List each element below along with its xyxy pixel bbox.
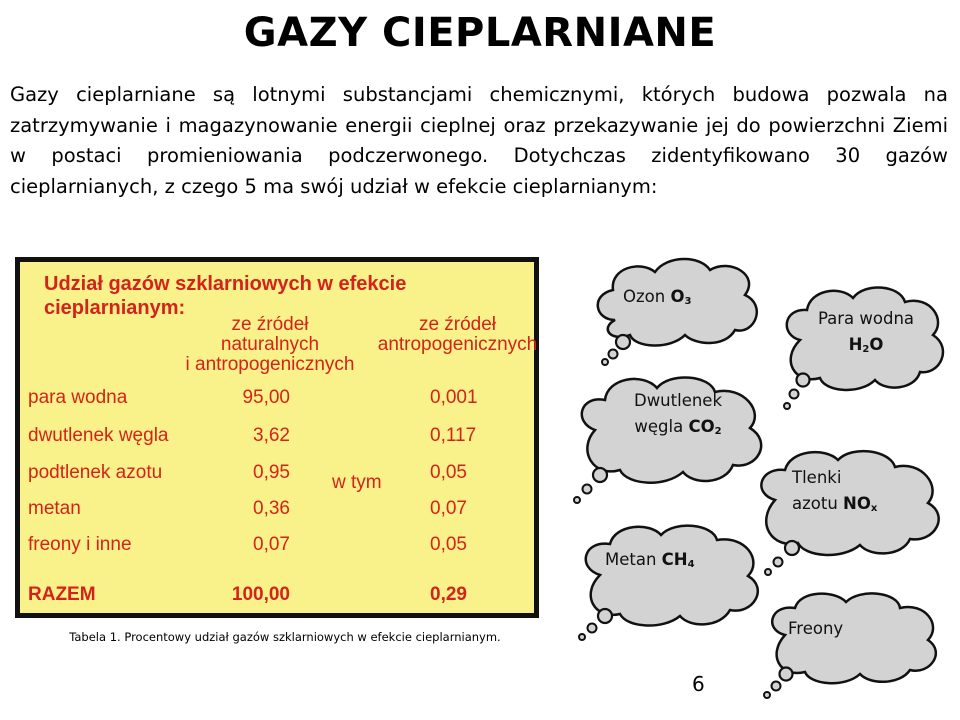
cloud-freons bbox=[750, 590, 940, 700]
table-row-value-anthropogenic: 0,05 bbox=[430, 462, 467, 483]
table-row-value-natural: 95,00 bbox=[242, 387, 290, 408]
table-row-label: dwutlenek węgla bbox=[28, 425, 169, 446]
page-number: 6 bbox=[692, 672, 705, 696]
table-heading: Udział gazów szklarniowych w efekcie cieplarnianym: bbox=[44, 273, 407, 319]
cloud-ozone bbox=[575, 250, 775, 370]
table-total-anthropogenic: 0,29 bbox=[430, 584, 467, 605]
cloud-co2-text: Dwutlenek węgla $CO_2$ bbox=[633, 391, 723, 437]
table-row-value-natural: 0,07 bbox=[253, 534, 290, 555]
table-total-label: RAZEM bbox=[28, 584, 96, 605]
greenhouse-gas-table bbox=[15, 257, 539, 618]
cloud-methane bbox=[565, 520, 765, 645]
cloud-nox bbox=[740, 445, 950, 580]
table-total-natural: 100,00 bbox=[231, 584, 290, 605]
cloud-ozone-text: Ozon $O_3$ bbox=[623, 287, 692, 307]
table-caption: Tabela 1. Procentowy udział gazów szklarniowych w efekcie cieplarnianym. bbox=[69, 630, 501, 644]
column-header-natural-line1: ze źródeł naturalnych bbox=[220, 314, 320, 355]
column-header-anthropogenic-line2: antropogenicznych bbox=[377, 334, 538, 355]
table-row-label: podtlenek azotu bbox=[28, 462, 163, 483]
table-row-value-natural: 0,95 bbox=[253, 462, 290, 483]
page-title: GAZY CIEPLARNIANE bbox=[243, 10, 717, 56]
column-header-anthropogenic bbox=[375, 315, 540, 355]
table-row-value-anthropogenic: 0,07 bbox=[430, 498, 467, 519]
table-row-label: para wodna bbox=[28, 387, 128, 408]
cloud-methane-text: Metan $CH_4$ bbox=[605, 550, 695, 570]
intro-paragraph: Gazy cieplarniane są lotnymi substancjami chemicznymi, których budowa pozwala na zatrzymywanie i magazynowanie energii cieplnej oraz przekazywanie jej do powierzchni Ziemi w postaci promieniowania podczerwonego. Dotychczas zidentyfikowano 30 gazów cieplarnianych, z czego 5 ma swój udział w efekcie cieplarnianym: bbox=[10, 83, 948, 198]
cloud-freons-text: Freony bbox=[788, 619, 844, 638]
table-row-label: metan bbox=[28, 498, 81, 519]
column-header-natural bbox=[180, 315, 360, 375]
table-note-wtym: w tym bbox=[332, 472, 382, 493]
column-header-anthropogenic-line1: ze źródeł bbox=[418, 314, 497, 335]
cloud-nox-text: Tlenki azotu $NO_x$ bbox=[792, 468, 878, 514]
cloud-water-vapor bbox=[765, 280, 955, 420]
column-header-natural-line2: i antropogenicznych bbox=[185, 354, 355, 375]
table-row-value-anthropogenic: 0,117 bbox=[430, 425, 477, 446]
table-row-value-anthropogenic: 0,001 bbox=[430, 387, 478, 408]
table-row-value-anthropogenic: 0,05 bbox=[430, 534, 467, 555]
cloud-water-vapor-text: Para wodna $H_2O$ bbox=[817, 309, 915, 355]
table-row-value-natural: 3,62 bbox=[253, 425, 290, 446]
table-row-value-natural: 0,36 bbox=[253, 498, 290, 519]
table-row-label: freony i inne bbox=[28, 534, 132, 555]
